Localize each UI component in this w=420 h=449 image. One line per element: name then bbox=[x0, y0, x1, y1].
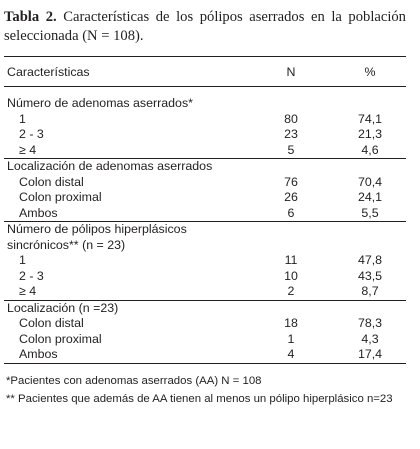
row-n: 26 bbox=[284, 190, 298, 204]
table-row bbox=[4, 127, 406, 143]
header-percent: % bbox=[364, 65, 376, 79]
row-percent: 47,8 bbox=[357, 253, 383, 267]
table-row bbox=[4, 143, 406, 159]
table-row bbox=[4, 316, 406, 332]
row-percent: 78,3 bbox=[357, 316, 383, 330]
row-n: 6 bbox=[287, 205, 295, 220]
row-percent: 21,3 bbox=[357, 127, 383, 141]
row-n: 76 bbox=[284, 174, 298, 189]
row-label: 1 bbox=[19, 111, 26, 126]
row-label: Ambos bbox=[19, 205, 58, 220]
row-percent: 5,5 bbox=[361, 205, 379, 220]
row-percent: 70,4 bbox=[357, 174, 383, 189]
row-percent: 43,5 bbox=[357, 268, 383, 283]
row-percent: 24,1 bbox=[357, 190, 383, 204]
footnote: *Pacientes con adenomas aserrados (AA) N = 108 bbox=[6, 374, 262, 387]
row-label: 2 - 3 bbox=[19, 127, 44, 141]
row-label: ≥ 4 bbox=[19, 142, 37, 157]
table-row bbox=[4, 253, 406, 269]
row-n: 2 bbox=[287, 284, 295, 298]
row-n: 10 bbox=[284, 268, 298, 283]
table-row bbox=[4, 112, 406, 128]
row-n: 4 bbox=[287, 347, 295, 361]
row-n: 11 bbox=[284, 253, 298, 267]
group-title: Localización (n =23) bbox=[7, 300, 119, 315]
table-header bbox=[4, 57, 406, 86]
table-group bbox=[4, 96, 406, 158]
header-n: N bbox=[286, 65, 296, 79]
table-group bbox=[4, 222, 406, 300]
footnote: ** Pacientes que además de AA tienen al menos un pólipo hiperplásico n=23 bbox=[6, 392, 393, 405]
row-n: 18 bbox=[284, 316, 298, 330]
table-row bbox=[4, 190, 406, 206]
row-label: Colon proximal bbox=[19, 331, 102, 346]
row-label: Colon distal bbox=[19, 174, 84, 189]
row-label: 2 - 3 bbox=[19, 268, 44, 283]
header-characteristics: Características bbox=[7, 65, 90, 79]
row-n: 1 bbox=[287, 331, 295, 346]
table-group bbox=[4, 159, 406, 221]
group-title: Localización de adenomas aserrados bbox=[7, 159, 213, 173]
row-label: Ambos bbox=[19, 347, 58, 361]
group-title: Número de pólipos hiperplásicos sincrónicos** (n = 23) bbox=[7, 222, 187, 252]
table-row bbox=[4, 284, 406, 300]
row-label: ≥ 4 bbox=[19, 284, 37, 298]
row-n: 23 bbox=[284, 127, 298, 141]
group-title: Número de adenomas aserrados* bbox=[7, 96, 193, 110]
table-row bbox=[4, 269, 406, 285]
table-row bbox=[4, 175, 406, 191]
bottom-rule bbox=[4, 363, 406, 364]
row-label: Colon proximal bbox=[19, 190, 102, 204]
characteristics-table bbox=[4, 56, 406, 408]
row-n: 80 bbox=[284, 111, 298, 126]
table-group bbox=[4, 301, 406, 363]
row-percent: 8,7 bbox=[361, 284, 379, 298]
table-footnotes bbox=[4, 372, 406, 408]
row-percent: 74,1 bbox=[357, 111, 383, 126]
row-label: 1 bbox=[19, 253, 26, 267]
row-percent: 4,3 bbox=[361, 331, 379, 346]
table-row bbox=[4, 347, 406, 363]
row-percent: 4,6 bbox=[361, 142, 379, 157]
table-caption-label: Tabla 2. bbox=[4, 9, 57, 25]
row-percent: 17,4 bbox=[357, 347, 383, 361]
table-caption bbox=[4, 8, 406, 46]
row-label: Colon distal bbox=[19, 316, 84, 330]
table-row bbox=[4, 332, 406, 348]
table-caption-text: Características de los pólipos aserrados en la población seleccionada (N = 108). bbox=[4, 9, 406, 44]
row-n: 5 bbox=[287, 142, 295, 157]
table-row bbox=[4, 206, 406, 222]
